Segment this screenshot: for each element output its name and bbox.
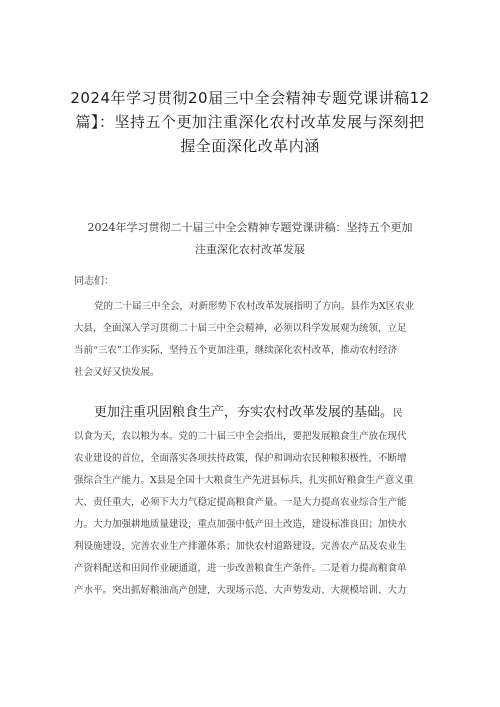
cover-title [70,86,430,158]
salutation: 同志们： [74,276,114,287]
paragraph-grain-production [74,400,426,602]
cover-title-line-2: 篇】：坚持五个更加注重深化农村改革发展与深刻把 [75,113,425,131]
document-title-line-2: 注重深化农村改革发展 [195,243,305,256]
cover-title-line-1: 2024年学习贯彻20届三中全会精神专题党课讲稿12 [70,89,430,107]
paragraph-line: 农业建设的首位，全面落实各项扶持政策，保护和调动农民种粮积极性，不断增 [74,453,407,464]
paragraph-line: 社会又好又快发展。 [74,367,160,378]
paragraph-line: 产水平。突出抓好粮油高产创建，大现场示范、大声势发动、大规模培训、大力 [74,585,407,596]
paragraph-line: 更加注重巩固粮食生产，夯实农村改革发展的基础。民 [94,405,403,420]
document-title [60,217,440,261]
document-title-line-1: 2024年学习贯彻二十届三中全会精神专题党课讲稿：坚持五个更加 [87,221,413,234]
paragraph-intro [74,296,426,384]
section-heading: 更加注重巩固粮食生产，夯实农村改革发展的基础。 [94,405,394,420]
paragraph-line: 力。大力加强耕地质量建设，重点加强中低产田土改造，建设标准良田；加快水 [74,519,407,530]
cover-title-line-3: 握全面深化改革内涵 [180,137,320,155]
paragraph-line: 党的二十届三中全会，对新形势下农村改革发展指明了方向。县作为X区农业 [94,301,415,312]
paragraph-line: 当前“三农”工作实际，坚持五个更加注重，继续深化农村改革，推动农村经济 [74,345,398,356]
paragraph-line: 强综合生产能力。X县是全国十大粮食生产先进县标兵，扎实抓好粮食生产意义重 [74,475,414,486]
paragraph-line: 以食为天，农以粮为本。党的二十届三中全会指出，要把发展粮食生产放在现代 [74,431,407,442]
paragraph-line: 大县，全面深入学习贯彻二十届三中全会精神，必须以科学发展观为统领，立足 [74,323,407,334]
paragraph-line: 产资料配送和田间作业硬通道，进一步改善粮食生产条件。二是着力提高粮食单 [74,563,407,574]
paragraph-line: 大、责任重大，必须下大力气稳定提高粮食产量。一是大力提高农业综合生产能 [74,497,407,508]
paragraph-line: 利设施建设，完善农业生产排灌体系；加快农村道路建设，完善农产品及农业生 [74,541,407,552]
